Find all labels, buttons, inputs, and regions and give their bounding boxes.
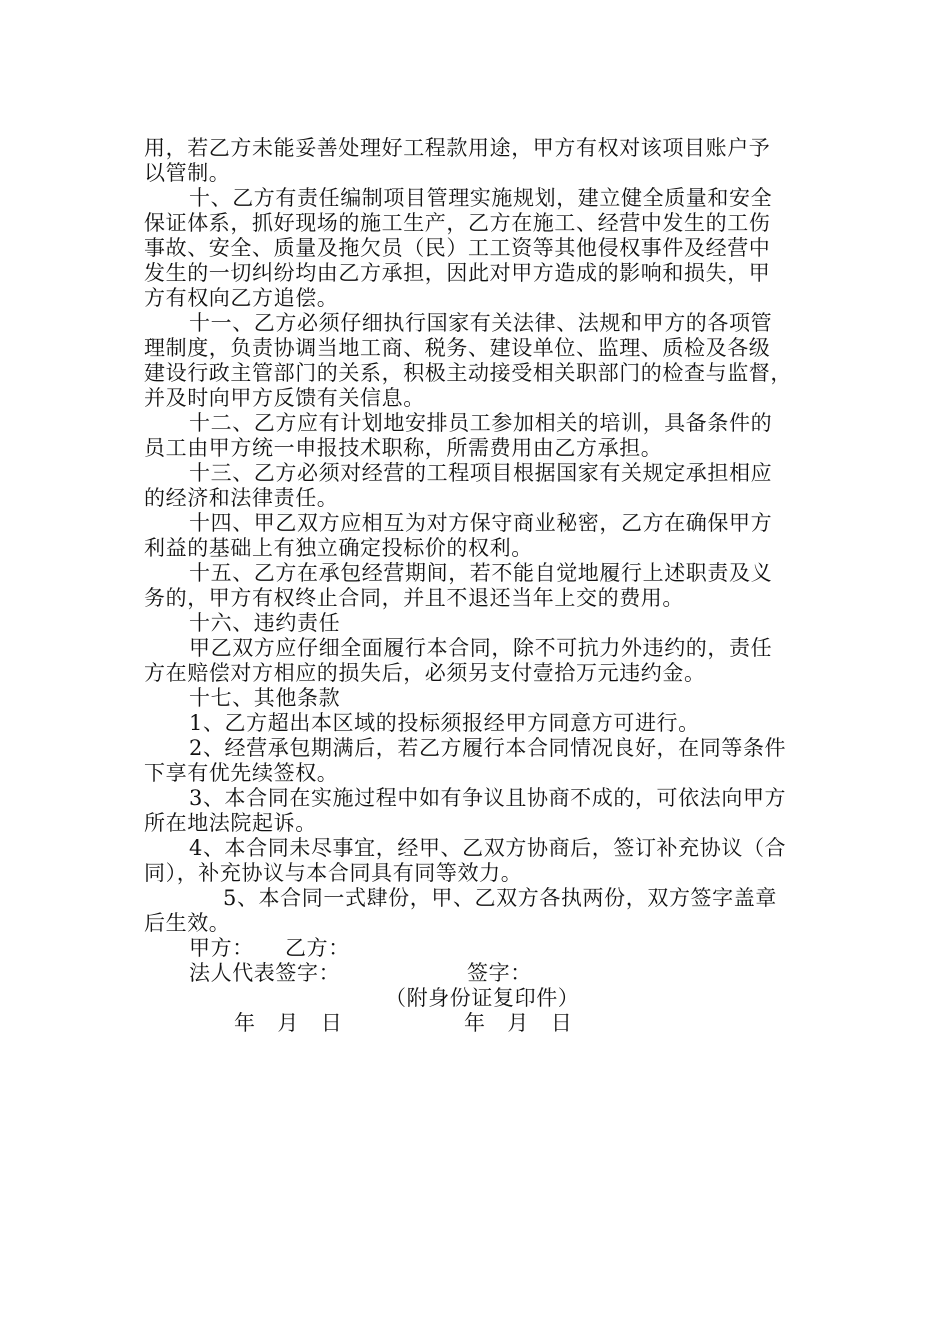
text-line: 十六、违约责任 xyxy=(189,611,341,635)
text-line: 利益的基础上有独立确定投标价的权利。 xyxy=(144,536,533,560)
text-line: 后生效。 xyxy=(144,911,231,935)
text-line: 下享有优先续签权。 xyxy=(144,761,339,785)
text-line: 十二、乙方应有计划地安排员工参加相关的培训，具备条件的 xyxy=(189,411,773,435)
signature-parties-row xyxy=(144,936,814,961)
text-line: 并及时向甲方反馈有关信息。 xyxy=(144,386,425,410)
text-line: 务的，甲方有权终止合同，并且不退还当年上交的费用。 xyxy=(144,586,684,610)
text-line: 建设行政主管部门的关系，积极主动接受相关职部门的检查与监督， xyxy=(144,361,792,385)
text-line: 1、乙方超出本区域的投标须报经甲方同意方可进行。 xyxy=(189,711,700,735)
text-line: 理制度，负责协调当地工商、税务、建设单位、监理、质检及各级 xyxy=(144,336,771,360)
text-line: 方在赔偿对方相应的损失后，必须另支付壹拾万元违约金。 xyxy=(144,661,706,685)
signature-id-row xyxy=(144,986,814,1011)
text-line: 2、经营承包期满后，若乙方履行本合同情况良好，在同等条件 xyxy=(189,736,787,760)
text-line: 以管制。 xyxy=(144,161,231,185)
text-line: 保证体系，抓好现场的施工生产，乙方在施工、经营中发生的工伤 xyxy=(144,211,771,235)
party-a-label: 甲方： xyxy=(189,936,254,960)
text-line: 3、本合同在实施过程中如有争议且协商不成的，可依法向甲方 xyxy=(189,786,787,810)
signature-date-row xyxy=(144,1011,814,1036)
text-line: 事故、安全、质量及拖欠员（民）工工资等其他侵权事件及经营中 xyxy=(144,236,771,260)
text-line: 员工由甲方统一申报技术职称，所需费用由乙方承担。 xyxy=(144,436,663,460)
text-line: 5、本合同一式肆份，甲、乙双方各执两份，双方签字盖章 xyxy=(223,886,777,910)
sign-label: 签字： xyxy=(467,961,532,985)
text-line: 用，若乙方未能妥善处理好工程款用途，甲方有权对该项目账户予 xyxy=(144,136,771,160)
text-line: 所在地法院起诉。 xyxy=(144,811,317,835)
text-line: 十五、乙方在承包经营期间，若不能自觉地履行上述职责及义 xyxy=(189,561,773,585)
text-line: 十三、乙方必须对经营的工程项目根据国家有关规定承担相应 xyxy=(189,461,773,485)
text-line: 方有权向乙方追偿。 xyxy=(144,286,339,310)
contract-body xyxy=(144,136,814,1036)
text-line: 十一、乙方必须仔细执行国家有关法律、法规和甲方的各项管 xyxy=(189,311,773,335)
text-line: 同），补充协议与本合同具有同等效力。 xyxy=(144,861,523,885)
contract-text xyxy=(144,136,814,936)
text-line: 十、乙方有责任编制项目管理实施规划，建立健全质量和安全 xyxy=(189,186,773,210)
signature-sign-row xyxy=(144,961,814,986)
id-copy-note: （附身份证复印件） xyxy=(385,986,580,1010)
text-line: 4、本合同未尽事宜，经甲、乙双方协商后，签订补充协议（合 xyxy=(189,836,787,860)
text-line: 的经济和法律责任。 xyxy=(144,486,339,510)
text-line: 甲乙双方应仔细全面履行本合同，除不可抗力外违约的，责任 xyxy=(189,636,773,660)
text-line: 十四、甲乙双方应相互为对方保守商业秘密，乙方在确保甲方 xyxy=(189,511,773,535)
text-line: 发生的一切纠纷均由乙方承担，因此对甲方造成的影响和损失，甲 xyxy=(144,261,771,285)
date-party-a: 年 月 日 xyxy=(234,1011,343,1035)
party-b-label: 乙方： xyxy=(285,936,350,960)
date-party-b: 年 月 日 xyxy=(464,1011,573,1035)
text-line: 十七、其他条款 xyxy=(189,686,341,710)
legal-rep-sign-label: 法人代表签字： xyxy=(189,961,341,985)
